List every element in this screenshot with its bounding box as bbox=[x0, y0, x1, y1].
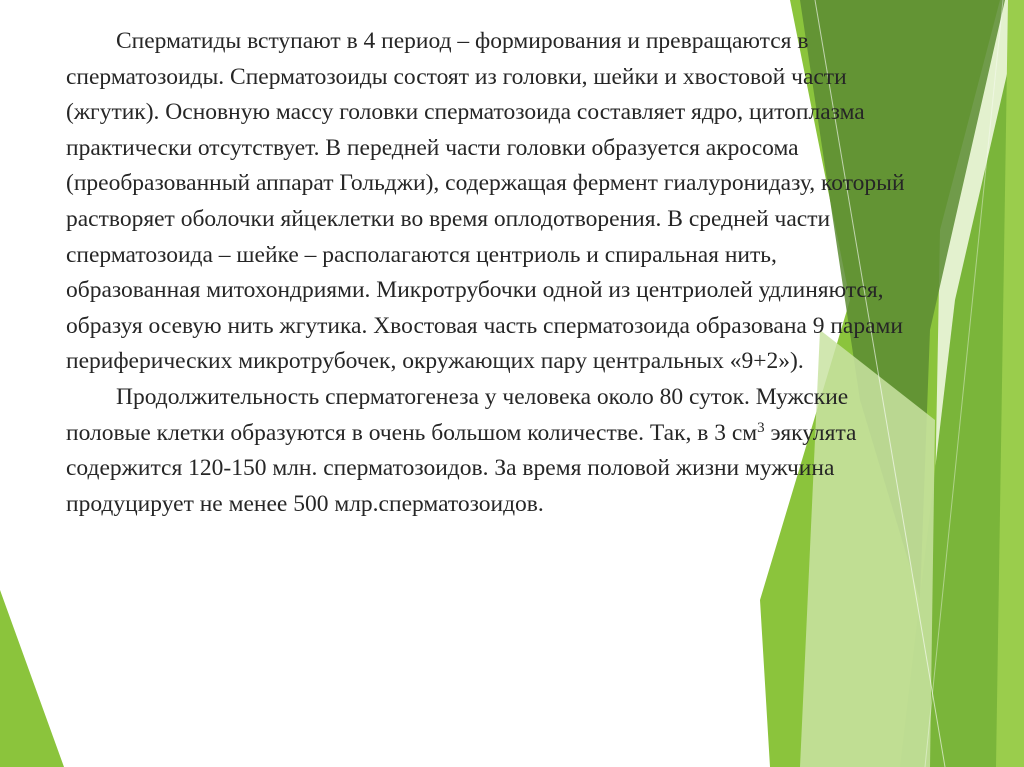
paragraph-2-part-2: эякулята содержится 120-150 млн. сперматозоидов. За время половой жизни мужчина продуцирует не менее 500 млр.сперматозоидов. bbox=[66, 419, 857, 517]
paragraph-2-part-1: Продолжительность сперматогенеза у человека около 80 суток. Мужские половые клетки образуются в очень большом количестве. Так, в 3 см bbox=[66, 383, 849, 446]
paragraph-2 bbox=[66, 380, 906, 522]
slide-body-text bbox=[66, 24, 906, 522]
paragraph-1: Сперматиды вступают в 4 период – формирования и превращаются в сперматозоиды. Сперматозоиды состоят из головки, шейки и хвостовой части (жгутик). Основную массу головки сперматозоида составляет ядро, цитоплазма практически отсутствует. В передней части головки образуется акросома (преобразованный аппарат Гольджи), содержащая фермент гиалуронидазу, который растворяет оболочки яйцеклетки во время оплодотворения. В средней части сперматозоида – шейке – располагаются центриоль и спиральная нить, образованная митохондриями. Микротрубочки одной из центриолей удлиняются, образуя осевую нить жгутика. Хвостовая часть сперматозоида образована 9 парами периферических микротрубочек, окружающих пару центральных «9+2»). bbox=[66, 28, 905, 375]
left-green-triangle bbox=[0, 590, 64, 767]
superscript-3: 3 bbox=[757, 419, 765, 436]
